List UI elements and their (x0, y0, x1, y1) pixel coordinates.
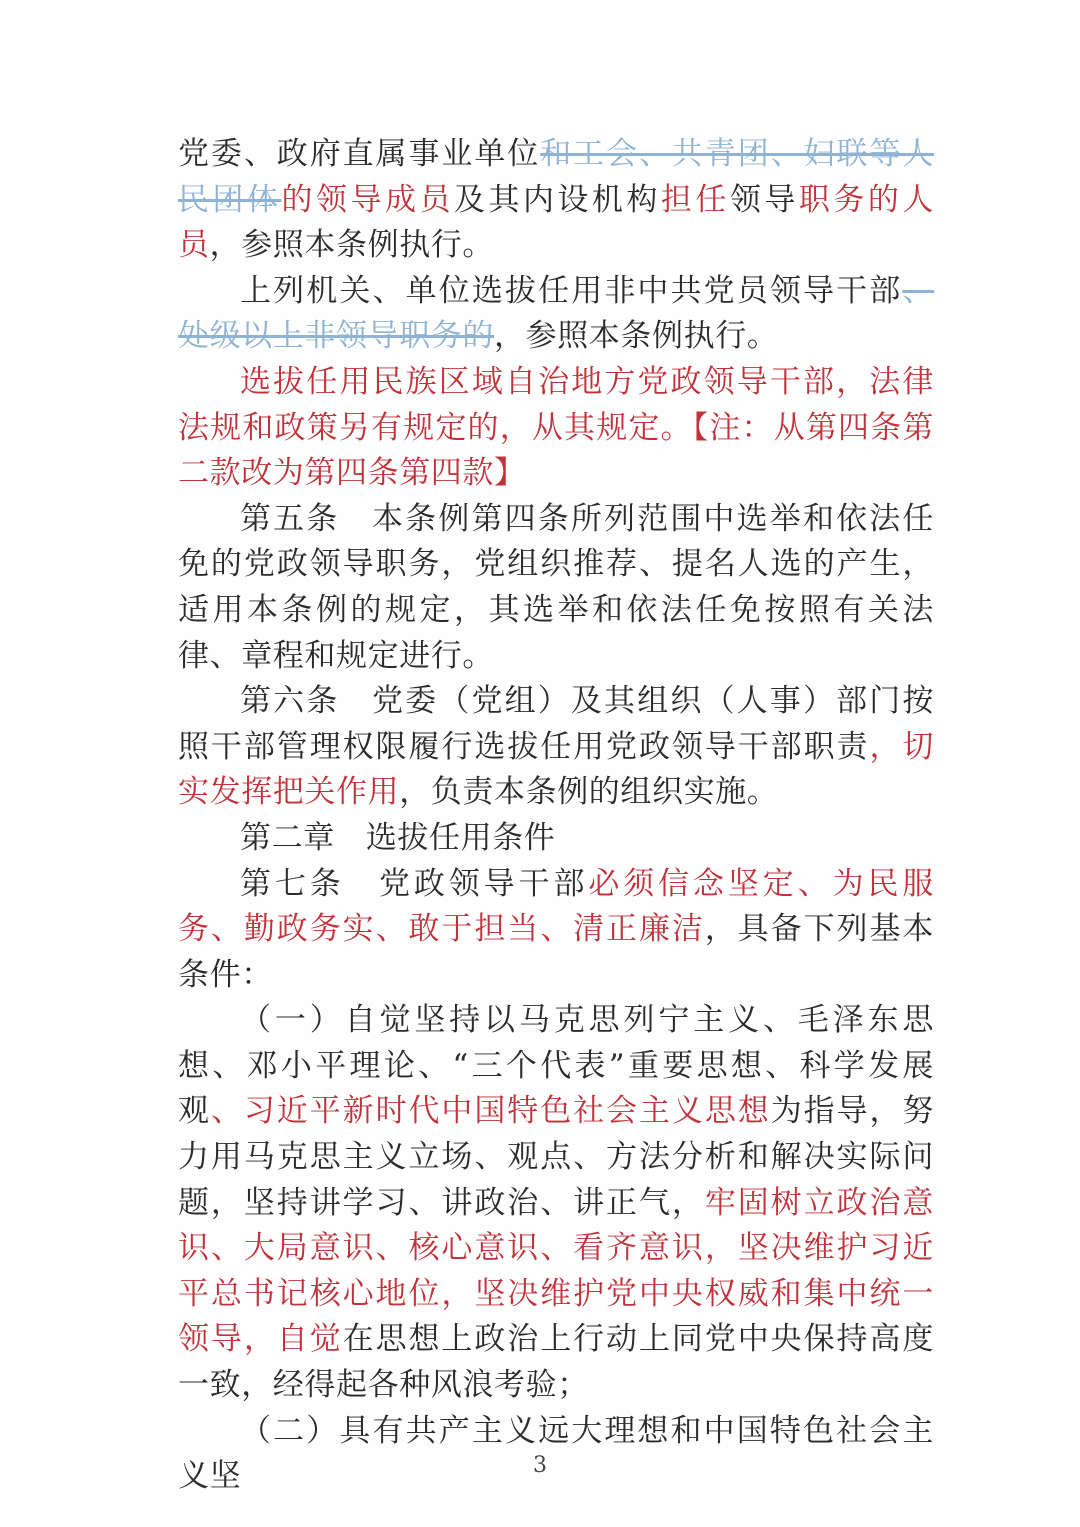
paragraph (178, 132, 934, 269)
body-text: 党委（党组）及其组织（人事）部门按照干部管理权限履行选拔任用党政领导干部职责 (178, 683, 934, 765)
revision-added-text: 必须信念坚定、为民服务、勤政务实、敢于担当、清正廉洁 (178, 865, 934, 948)
body-text: 党委、政府直属事业单位 (178, 136, 541, 172)
body-text: ，具备下列基本条件： (178, 911, 934, 993)
document-body (178, 132, 934, 1500)
body-text: ，负责本条例的组织实施。 (399, 774, 779, 811)
revision-added-text: ，切实发挥把关作用 (178, 728, 934, 811)
body-text: 及其内设机构 (453, 181, 661, 218)
revision-deleted-text: 和工会、共青团、妇联等人民团体 (178, 136, 934, 218)
body-text: 第七条 (240, 865, 345, 902)
revision-added-text: 的领导成员 (281, 181, 454, 218)
revision-added-text: 、习近平新时代中国特色社会主义思想 (210, 1093, 771, 1130)
paragraph (178, 679, 934, 816)
paragraph (178, 360, 934, 497)
body-text: 选拔任用条件 (365, 819, 556, 856)
body-text: 第五条 (240, 500, 340, 537)
body-text: 第二章 (240, 819, 335, 856)
paragraph (178, 497, 934, 679)
body-text: （一）自觉坚持以马克思列宁主义、毛泽东思想、邓小平理论、“三个代表”重要思想、科学发展观 (178, 1002, 934, 1130)
body-text: 领导 (729, 181, 799, 218)
body-text: ，参照本条例执行。 (209, 227, 495, 264)
paragraph (178, 816, 934, 862)
body-text: 第六条 (240, 683, 340, 720)
paragraph (178, 269, 934, 360)
body-text: （二）具有共产主义远大理想和中国特色社会主义坚 (178, 1412, 934, 1495)
revision-added-text: 职务的人员 (178, 181, 935, 264)
revision-deleted-text: 、处级以上非领导职务的 (178, 272, 934, 355)
paragraph (178, 862, 934, 999)
page-number: 3 (533, 1453, 547, 1478)
revision-added-text: 牢固树立政治意识、大局意识、核心意识、看齐意识，坚决维护习近平总书记核心地位，坚决维护党中央权威和集中统一领导，自觉 (178, 1184, 934, 1358)
body-text: ，参照本条例执行。 (494, 318, 779, 355)
body-text: 本条例第四条所列范围中选举和依法任免的党政领导职务，党组织推荐、提名人选的产生，适用本条例的规定，其选举和依法任免按照有关法律、章程和规定进行。 (178, 500, 934, 674)
body-text: 为指导，努力用马克思主义立场、观点、方法分析和解决实际问题，坚持讲学习、讲政治、讲正气， (178, 1093, 935, 1221)
body-text: 党政领导干部 (375, 865, 589, 902)
body-text: 上列机关、单位选拔任用非中共党员领导干部 (240, 272, 903, 309)
body-text: 在思想上政治上行动上同党中央保持高度一致，经得起各种风浪考验； (178, 1321, 934, 1404)
revision-added-text: 选拔任用民族区域自治地方党政领导干部，法律法规和政策另有规定的，从其规定。【注：从第四条第二款改为第四条第四款】 (178, 363, 934, 492)
revision-added-text: 担任 (660, 181, 730, 218)
paragraph (178, 998, 934, 1408)
